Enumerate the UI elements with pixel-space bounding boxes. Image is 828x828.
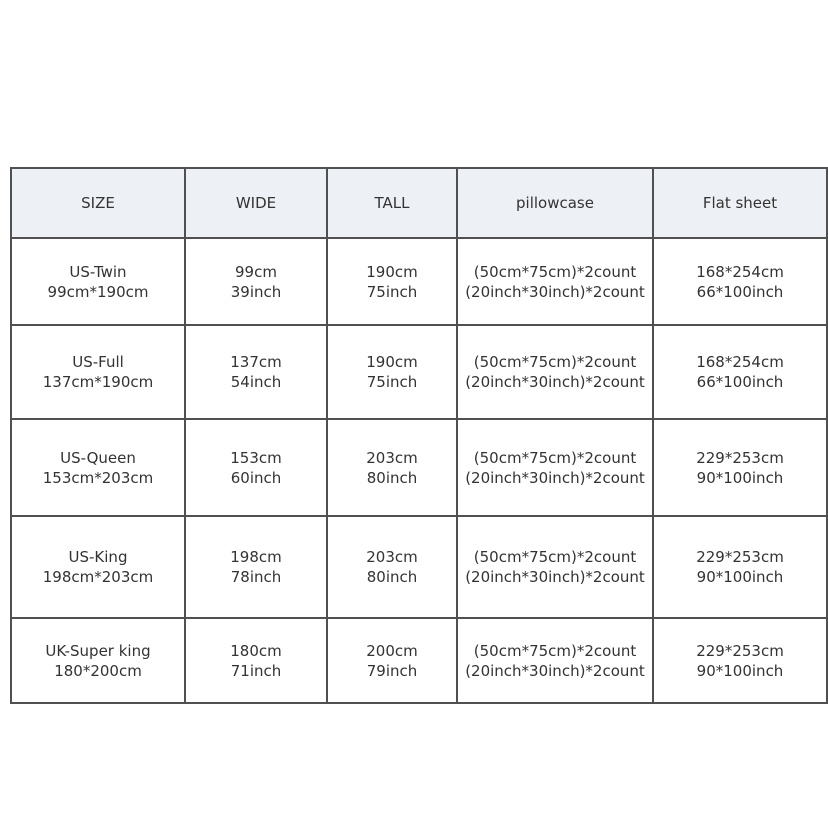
wide-cm: 198cm xyxy=(230,548,282,566)
flat-sheet-cm: 229*253cm xyxy=(696,548,784,566)
flat-sheet-inch: 90*100inch xyxy=(696,661,784,680)
wide-inch: 71inch xyxy=(230,661,282,680)
tall-cm: 203cm xyxy=(366,548,418,566)
tall-inch: 79inch xyxy=(366,661,418,680)
header-tall: TALL xyxy=(327,168,457,238)
size-cell xyxy=(11,419,185,516)
header-size: SIZE xyxy=(11,168,185,238)
header-row xyxy=(11,168,827,238)
table-body xyxy=(11,238,827,703)
tall-cm: 203cm xyxy=(366,448,418,467)
size-name: US-Twin xyxy=(69,262,127,281)
pillowcase-cell xyxy=(457,325,653,419)
wide-cm: 180cm xyxy=(230,641,282,660)
pillowcase-inch: (20inch*30inch)*2count xyxy=(465,373,645,391)
wide-cell xyxy=(185,238,327,325)
wide-cell xyxy=(185,419,327,516)
pillowcase-cell xyxy=(457,618,653,703)
tall-cm: 190cm xyxy=(366,353,418,371)
wide-inch: 39inch xyxy=(230,282,282,301)
wide-cm: 153cm xyxy=(230,448,282,467)
wide-cm: 99cm xyxy=(235,262,277,281)
size-cell xyxy=(11,516,185,618)
pillowcase-cm: (50cm*75cm)*2count xyxy=(473,448,637,467)
flat-sheet-inch: 66*100inch xyxy=(696,282,784,301)
tall-inch: 75inch xyxy=(366,282,418,301)
flat-sheet-cm: 229*253cm xyxy=(696,641,784,660)
size-name: US-Full xyxy=(72,353,124,371)
size-dimensions: 137cm*190cm xyxy=(42,373,154,391)
flat-sheet-cm: 168*254cm xyxy=(696,262,784,281)
pillowcase-inch: (20inch*30inch)*2count xyxy=(465,568,645,586)
table-header xyxy=(11,168,827,238)
pillowcase-inch: (20inch*30inch)*2count xyxy=(465,661,645,680)
tall-cm: 190cm xyxy=(366,262,418,281)
wide-inch: 60inch xyxy=(230,468,282,487)
table-row xyxy=(11,618,827,703)
tall-cell xyxy=(327,419,457,516)
wide-cell xyxy=(185,325,327,419)
flat-sheet-cm: 229*253cm xyxy=(696,448,784,467)
wide-inch: 78inch xyxy=(230,568,282,586)
size-name: US-King xyxy=(68,548,128,566)
tall-cell xyxy=(327,618,457,703)
flat-sheet-cm: 168*254cm xyxy=(696,353,784,371)
size-name: UK-Super king xyxy=(45,641,151,660)
size-dimensions: 153cm*203cm xyxy=(42,468,154,487)
flat-sheet-inch: 66*100inch xyxy=(696,373,784,391)
tall-inch: 80inch xyxy=(366,568,418,586)
pillowcase-cm: (50cm*75cm)*2count xyxy=(473,548,637,566)
size-cell xyxy=(11,238,185,325)
table-row xyxy=(11,325,827,419)
pillowcase-cm: (50cm*75cm)*2count xyxy=(473,641,637,660)
tall-inch: 75inch xyxy=(366,373,418,391)
flat-sheet-cell xyxy=(653,419,827,516)
flat-sheet-cell xyxy=(653,618,827,703)
header-wide: WIDE xyxy=(185,168,327,238)
pillowcase-cm: (50cm*75cm)*2count xyxy=(473,353,637,371)
flat-sheet-cell xyxy=(653,238,827,325)
pillowcase-cell xyxy=(457,419,653,516)
tall-cell xyxy=(327,325,457,419)
tall-cm: 200cm xyxy=(366,641,418,660)
size-chart-table xyxy=(10,167,828,704)
size-dimensions: 180*200cm xyxy=(54,661,142,680)
pillowcase-cell xyxy=(457,238,653,325)
tall-inch: 80inch xyxy=(366,468,418,487)
size-name: US-Queen xyxy=(60,448,136,467)
header-flat-sheet: Flat sheet xyxy=(653,168,827,238)
tall-cell xyxy=(327,238,457,325)
wide-cell xyxy=(185,618,327,703)
size-cell xyxy=(11,618,185,703)
flat-sheet-cell xyxy=(653,516,827,618)
tall-cell xyxy=(327,516,457,618)
size-cell xyxy=(11,325,185,419)
pillowcase-inch: (20inch*30inch)*2count xyxy=(465,468,645,487)
flat-sheet-inch: 90*100inch xyxy=(696,568,784,586)
flat-sheet-cell xyxy=(653,325,827,419)
size-dimensions: 198cm*203cm xyxy=(42,568,154,586)
size-dimensions: 99cm*190cm xyxy=(47,282,149,301)
wide-cell xyxy=(185,516,327,618)
pillowcase-cm: (50cm*75cm)*2count xyxy=(473,262,637,281)
table-row xyxy=(11,238,827,325)
table-row xyxy=(11,419,827,516)
flat-sheet-inch: 90*100inch xyxy=(696,468,784,487)
header-pillowcase: pillowcase xyxy=(457,168,653,238)
wide-cm: 137cm xyxy=(230,353,282,371)
wide-inch: 54inch xyxy=(230,373,282,391)
table-row xyxy=(11,516,827,618)
pillowcase-inch: (20inch*30inch)*2count xyxy=(465,282,645,301)
pillowcase-cell xyxy=(457,516,653,618)
